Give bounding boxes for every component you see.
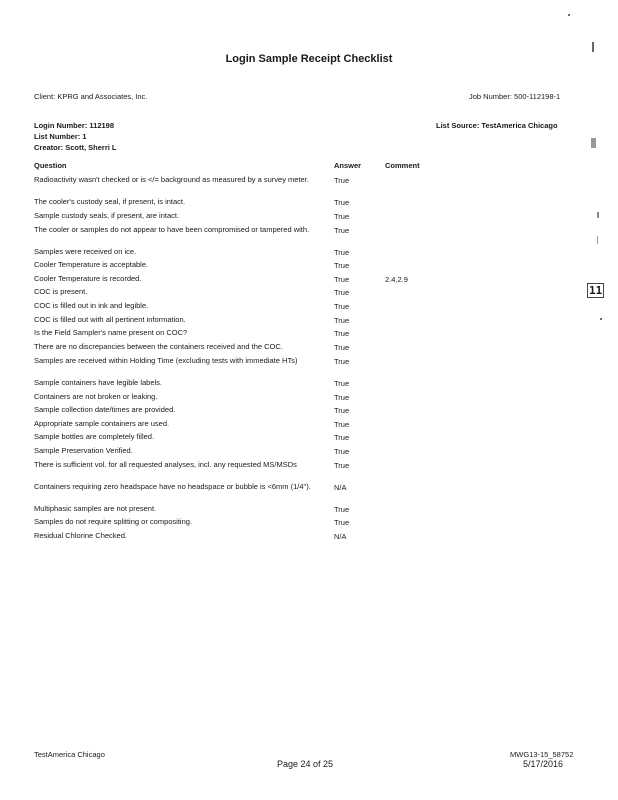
answer-cell: True bbox=[334, 226, 350, 235]
job-number: Job Number: 500-112198-1 bbox=[469, 92, 561, 101]
login-number: Login Number: 112198 bbox=[34, 121, 115, 130]
column-header-question: Question bbox=[34, 161, 67, 170]
question-cell: Sample Preservation Verified. bbox=[34, 446, 133, 455]
question-cell: Sample custody seals, if present, are intact. bbox=[34, 211, 180, 220]
answer-cell: True bbox=[334, 212, 350, 221]
question-cell: Containers are not broken or leaking. bbox=[34, 392, 158, 401]
footer-doc-id: MWG13-15_58752 bbox=[510, 750, 574, 759]
creator: Creator: Scott, Sherri L bbox=[34, 143, 117, 152]
question-cell: Appropriate sample containers are used. bbox=[34, 419, 170, 428]
scan-speck bbox=[600, 318, 602, 320]
question-cell: Is the Field Sampler's name present on COC? bbox=[34, 328, 188, 337]
scan-speck bbox=[592, 42, 594, 52]
answer-cell: True bbox=[334, 393, 350, 402]
answer-cell: True bbox=[334, 518, 350, 527]
question-cell: Sample collection date/times are provided. bbox=[34, 405, 176, 414]
answer-cell: True bbox=[334, 505, 350, 514]
question-cell: There are no discrepancies between the containers received and the COC. bbox=[34, 342, 283, 351]
answer-cell: True bbox=[334, 261, 350, 270]
question-cell: Samples are received within Holding Time (excluding tests with immediate HTs) bbox=[34, 356, 298, 365]
question-cell: Samples do not require splitting or compositing. bbox=[34, 517, 192, 526]
answer-cell: True bbox=[334, 461, 350, 470]
question-cell: Sample bottles are completely filled. bbox=[34, 432, 155, 441]
column-header-comment: Comment bbox=[385, 161, 420, 170]
question-cell: Multiphasic samples are not present. bbox=[34, 504, 157, 513]
answer-cell: True bbox=[334, 316, 350, 325]
answer-cell: True bbox=[334, 302, 350, 311]
answer-cell: True bbox=[334, 329, 350, 338]
question-cell: Cooler Temperature is acceptable. bbox=[34, 260, 149, 269]
question-cell: Containers requiring zero headspace have no headspace or bubble is <6mm (1/4"). bbox=[34, 482, 311, 491]
answer-cell: True bbox=[334, 433, 350, 442]
answer-cell: True bbox=[334, 447, 350, 456]
question-cell: There is sufficient vol. for all requested analyses, incl. any requested MS/MSDs bbox=[34, 460, 297, 469]
question-cell: Radioactivity wasn't checked or is </= background as measured by a survey meter. bbox=[34, 175, 309, 184]
scan-speck bbox=[568, 14, 570, 16]
scan-speck bbox=[597, 236, 598, 244]
question-cell: The cooler's custody seal, if present, is intact. bbox=[34, 197, 186, 206]
question-cell: COC is filled out with all pertinent information. bbox=[34, 315, 186, 324]
comment-cell: 2.4,2.9 bbox=[385, 275, 408, 284]
margin-page-mark: 11 bbox=[589, 284, 603, 297]
answer-cell: True bbox=[334, 379, 350, 388]
question-cell: COC is present. bbox=[34, 287, 88, 296]
column-header-answer: Answer bbox=[334, 161, 362, 170]
scan-speck bbox=[597, 212, 599, 218]
answer-cell: True bbox=[334, 406, 350, 415]
footer-date: 5/17/2016 bbox=[523, 759, 564, 769]
list-source: List Source: TestAmerica Chicago bbox=[436, 121, 558, 130]
answer-cell: N/A bbox=[334, 532, 347, 541]
question-cell: Sample containers have legible labels. bbox=[34, 378, 162, 387]
footer-lab: TestAmerica Chicago bbox=[34, 750, 105, 759]
page-title: Login Sample Receipt Checklist bbox=[225, 53, 393, 65]
answer-cell: True bbox=[334, 248, 350, 257]
question-cell: Cooler Temperature is recorded. bbox=[34, 274, 142, 283]
question-cell: Residual Chlorine Checked. bbox=[34, 531, 127, 540]
answer-cell: True bbox=[334, 288, 350, 297]
answer-cell: True bbox=[334, 176, 350, 185]
answer-cell: N/A bbox=[334, 483, 347, 492]
answer-cell: True bbox=[334, 198, 350, 207]
question-cell: COC is filled out in ink and legible. bbox=[34, 301, 149, 310]
footer-page-number: Page 24 of 25 bbox=[277, 759, 334, 769]
question-cell: Samples were received on ice. bbox=[34, 247, 137, 256]
question-cell: The cooler or samples do not appear to have been compromised or tampered with. bbox=[34, 225, 310, 234]
scan-speck bbox=[591, 138, 596, 148]
answer-cell: True bbox=[334, 275, 350, 284]
answer-cell: True bbox=[334, 343, 350, 352]
answer-cell: True bbox=[334, 420, 350, 429]
list-number: List Number: 1 bbox=[34, 132, 87, 141]
answer-cell: True bbox=[334, 357, 350, 366]
client-line: Client: KPRG and Associates, Inc. bbox=[34, 92, 148, 101]
